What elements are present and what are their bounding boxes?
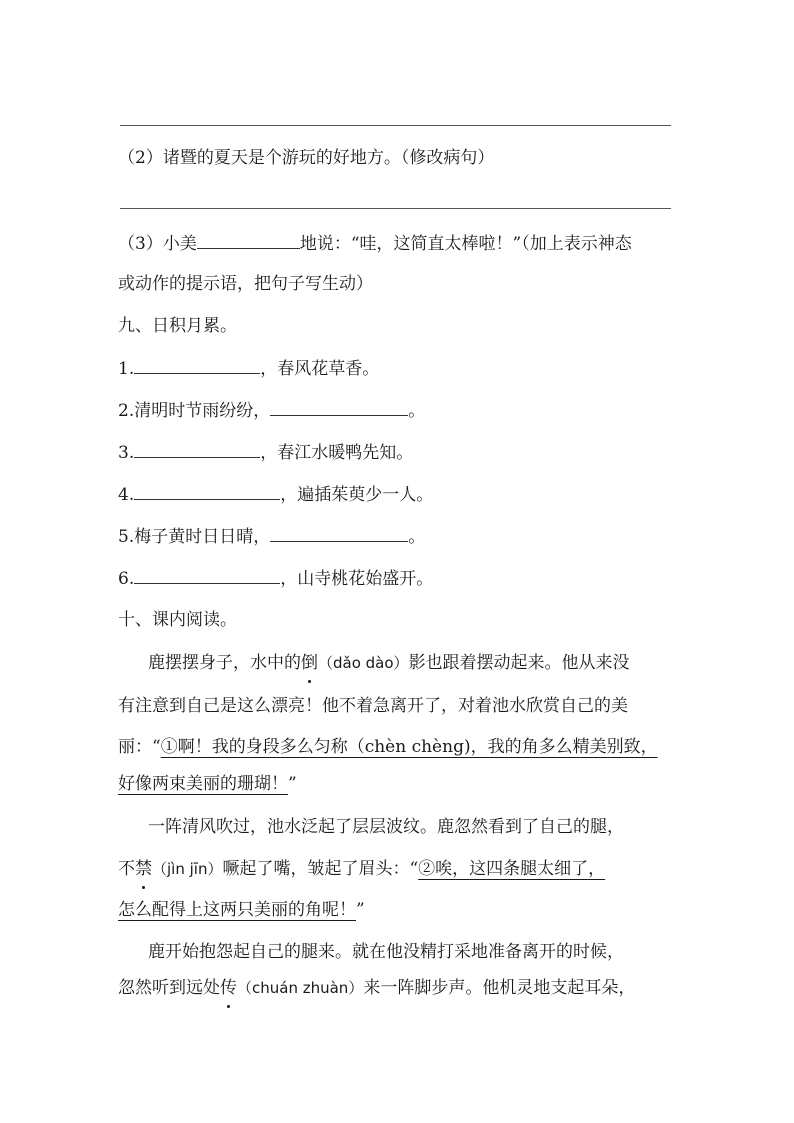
section-9-title: 九、日积月累。: [118, 316, 237, 336]
item-prefix: 2.清明时节雨纷纷，: [118, 401, 271, 421]
item-prefix: 4.: [118, 485, 135, 505]
passage-p1-line2: 有注意到自己是这么漂亮！他不着急离开了，对着池水欣赏自己的美: [118, 696, 628, 716]
text: 影也跟着摆动起来。他从来没: [408, 653, 630, 673]
poem-blank[interactable]: [134, 482, 280, 500]
item-suffix: ，春江水暖鸭先知。: [260, 443, 414, 463]
answer-line[interactable]: [120, 208, 671, 209]
text: 丽：“: [118, 737, 161, 757]
text: 噘起了嘴，皱起了眉头：“: [222, 859, 419, 879]
poem-item-6: [118, 566, 678, 591]
item-prefix: 3.: [118, 443, 135, 463]
passage-p3-line2: [118, 976, 678, 1000]
q3-text-after: 地说：“哇，这简直太棒啦！”（加上表示神态: [299, 234, 632, 254]
passage-p1-line3: [118, 735, 678, 759]
question-3: [118, 231, 678, 256]
text: ”: [288, 774, 297, 794]
item-suffix: ，春风花草香。: [260, 359, 380, 379]
passage-p3-line1: 鹿开始抱怨起自己的腿来。就在他没精打采地准备离开的时候，: [148, 942, 624, 962]
passage-p1-line4: [118, 772, 678, 796]
poem-blank[interactable]: [270, 524, 408, 542]
poem-item-5: [118, 524, 678, 549]
item-prefix: 5.梅子黄时日日晴，: [118, 527, 271, 547]
poem-blank[interactable]: [270, 398, 408, 416]
passage-p1-line1: [148, 651, 708, 675]
poem-blank[interactable]: [134, 356, 260, 374]
poem-blank[interactable]: [134, 566, 280, 584]
question-2: （2）诸暨的夏天是个游玩的好地方。（修改病句）: [118, 148, 495, 168]
poem-item-1: [118, 356, 678, 381]
text: 来一阵脚步声。他机灵地支起耳朵，: [363, 978, 636, 998]
passage-p2-line2: [118, 857, 678, 881]
dotted-char: 倒: [301, 653, 318, 673]
underlined-sentence-2: ②唉，这四条腿太细了，: [418, 859, 606, 879]
text: 鹿摆摆身子，水中的: [148, 653, 301, 673]
pinyin-options: （jìn jīn）: [152, 860, 223, 878]
poem-blank[interactable]: [134, 440, 260, 458]
poem-item-4: [118, 482, 678, 507]
text: ”: [356, 900, 365, 920]
text: 不: [118, 859, 135, 879]
item-suffix: ，山寺桃花始盛开。: [280, 569, 434, 589]
q3-text-before: （3）小美: [118, 234, 197, 254]
item-prefix: 1.: [118, 359, 135, 379]
item-suffix: 。: [408, 527, 426, 547]
item-suffix: 。: [408, 401, 426, 421]
underlined-sentence-1: ①啊！我的身段多么匀称（chèn chèng)，我的角多么精美别致，: [160, 737, 658, 757]
underlined-sentence-2-end: 怎么配得上这两只美丽的角呢！: [118, 900, 356, 920]
pinyin-options: （chuán zhuàn）: [237, 979, 364, 997]
passage-p2-line1: 一阵清风吹过，池水泛起了层层波纹。鹿忽然看到了自己的腿，: [148, 817, 624, 837]
text: 忽然听到远处: [118, 978, 220, 998]
dotted-char: 禁: [135, 859, 152, 879]
poem-item-2: [118, 398, 678, 423]
question-3-line2: 或动作的提示语，把句子写生动）: [118, 274, 373, 294]
item-prefix: 6.: [118, 569, 135, 589]
q3-blank[interactable]: [197, 231, 300, 249]
passage-p2-line3: [118, 898, 678, 922]
dotted-char: 传: [220, 978, 237, 998]
section-10-title: 十、课内阅读。: [118, 610, 237, 630]
poem-item-3: [118, 440, 678, 465]
answer-line[interactable]: [120, 125, 671, 126]
item-suffix: ，遍插茱萸少一人。: [280, 485, 434, 505]
underlined-sentence-1-end: 好像两束美丽的珊瑚！: [118, 774, 288, 794]
pinyin-options: （dǎo dào）: [318, 654, 409, 672]
